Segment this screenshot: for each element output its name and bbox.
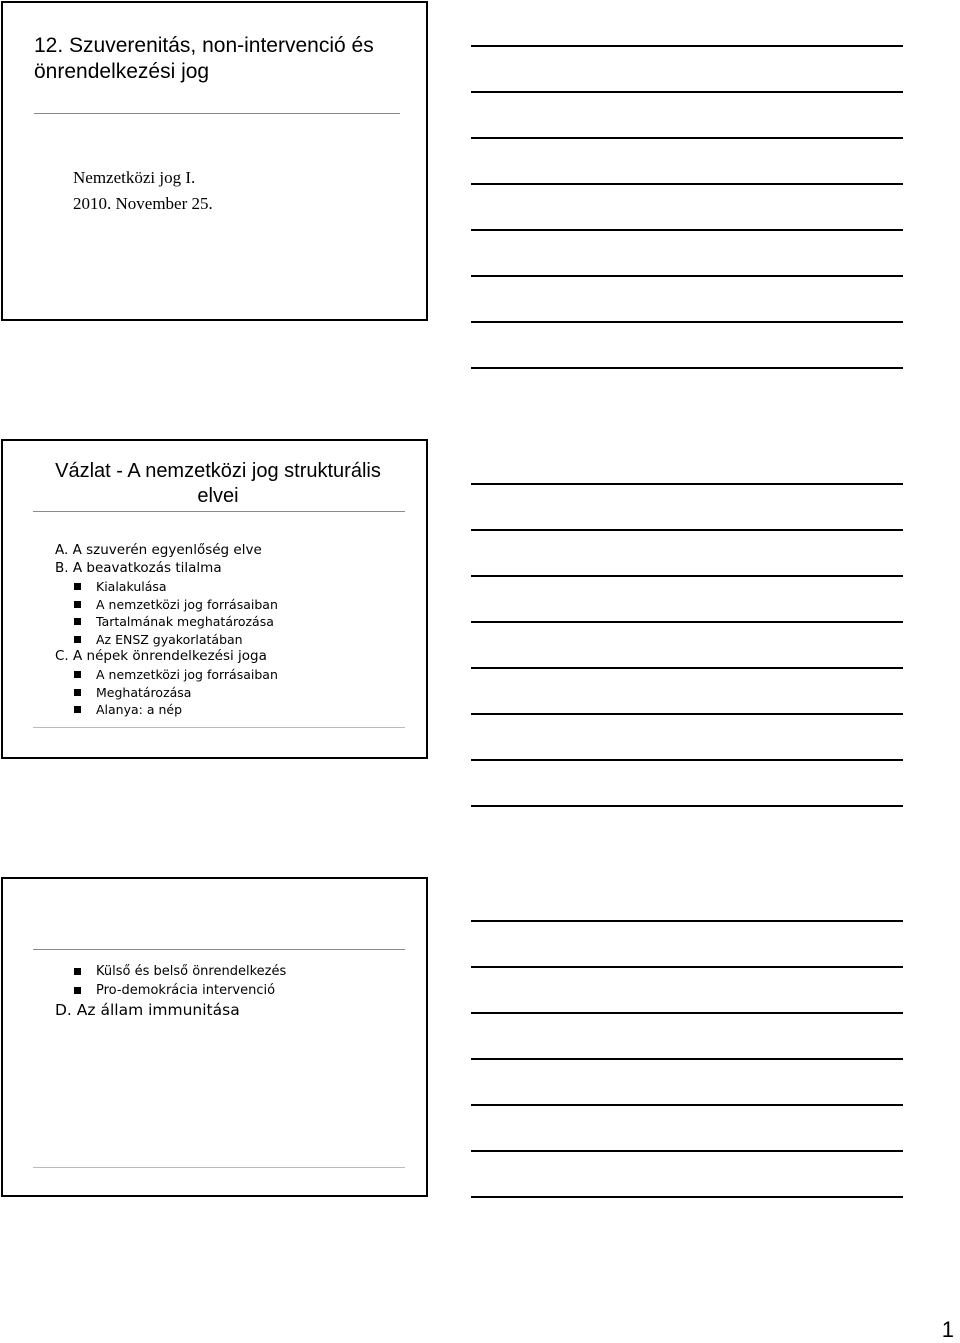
page-number: 1 <box>941 1317 954 1342</box>
list-item <box>55 666 415 684</box>
title-divider <box>33 949 405 950</box>
outline-heading: A. A szuverén egyenlőség elve <box>55 542 262 558</box>
list-item-text: Az ENSZ gyakorlatában <box>96 631 243 647</box>
footer-divider <box>33 727 405 728</box>
square-bullet-icon <box>74 583 81 590</box>
list-item-text: Alanya: a nép <box>96 702 183 717</box>
list-item-text: A nemzetközi jog forrásaiban <box>96 667 278 682</box>
slide-2 <box>1 439 428 759</box>
note-line <box>471 667 903 669</box>
note-line <box>471 275 903 277</box>
note-line <box>471 137 903 139</box>
list-item <box>55 963 415 982</box>
note-line <box>471 1104 903 1106</box>
list-item-text: Tartalmának meghatározása <box>96 614 274 629</box>
square-bullet-icon <box>74 671 81 678</box>
square-bullet-icon <box>74 618 81 625</box>
subtitle-line: 2010. November 25. <box>73 194 213 213</box>
square-bullet-icon <box>74 987 81 994</box>
note-line <box>471 1058 903 1060</box>
slide-1 <box>1 1 428 321</box>
note-line <box>471 367 903 369</box>
square-bullet-icon <box>74 706 81 713</box>
notes-lines-2 <box>471 483 903 851</box>
note-line <box>471 91 903 93</box>
slide-2-title: Vázlat - A nemzetközi jog strukturális elvei <box>55 460 381 507</box>
note-line <box>471 45 903 47</box>
note-line <box>471 321 903 323</box>
list-item-text: A nemzetközi jog forrásaiban <box>96 596 278 612</box>
note-line <box>471 183 903 185</box>
footer-divider <box>33 1167 405 1168</box>
square-bullet-icon <box>74 968 81 975</box>
list-item-text: Pro-demokrácia intervenció <box>96 982 276 998</box>
notes-lines-3 <box>471 920 903 1242</box>
note-line <box>471 805 903 807</box>
list-item <box>55 613 415 631</box>
note-line <box>471 575 903 577</box>
outline-heading: C. A népek önrendelkezési joga <box>55 648 267 664</box>
note-line <box>471 1196 903 1198</box>
notes-lines-1 <box>471 45 903 413</box>
slide-1-title: 12. Szuverenitás, non-intervenció és önrendelkezési jog <box>34 34 374 83</box>
square-bullet-icon <box>74 689 81 696</box>
list-item <box>55 982 415 1001</box>
outline-list <box>55 542 415 719</box>
title-divider <box>34 113 400 114</box>
note-line <box>471 229 903 231</box>
note-line <box>471 920 903 922</box>
square-bullet-icon <box>74 601 81 608</box>
outline-heading: D. Az állam immunitása <box>55 1001 240 1019</box>
slide-3 <box>1 877 428 1197</box>
note-line <box>471 713 903 715</box>
title-divider <box>33 511 405 512</box>
list-item <box>55 701 415 719</box>
note-line <box>471 621 903 623</box>
list-item <box>55 684 415 702</box>
note-line <box>471 1150 903 1152</box>
list-item <box>55 578 415 596</box>
list-item-text: Külső és belső önrendelkezés <box>96 964 287 979</box>
list-item-text: Meghatározása <box>96 684 192 700</box>
list-item <box>55 596 415 614</box>
list-item <box>55 631 415 649</box>
outline-heading: B. A beavatkozás tilalma <box>55 560 222 576</box>
slide-1-subtitle <box>73 165 213 217</box>
note-line <box>471 1012 903 1014</box>
list-item-text: Kialakulása <box>96 579 167 594</box>
subtitle-line: Nemzetközi jog I. <box>73 168 196 187</box>
note-line <box>471 759 903 761</box>
outline-list <box>55 963 415 1021</box>
note-line <box>471 966 903 968</box>
note-line <box>471 483 903 485</box>
note-line <box>471 529 903 531</box>
square-bullet-icon <box>74 636 81 643</box>
